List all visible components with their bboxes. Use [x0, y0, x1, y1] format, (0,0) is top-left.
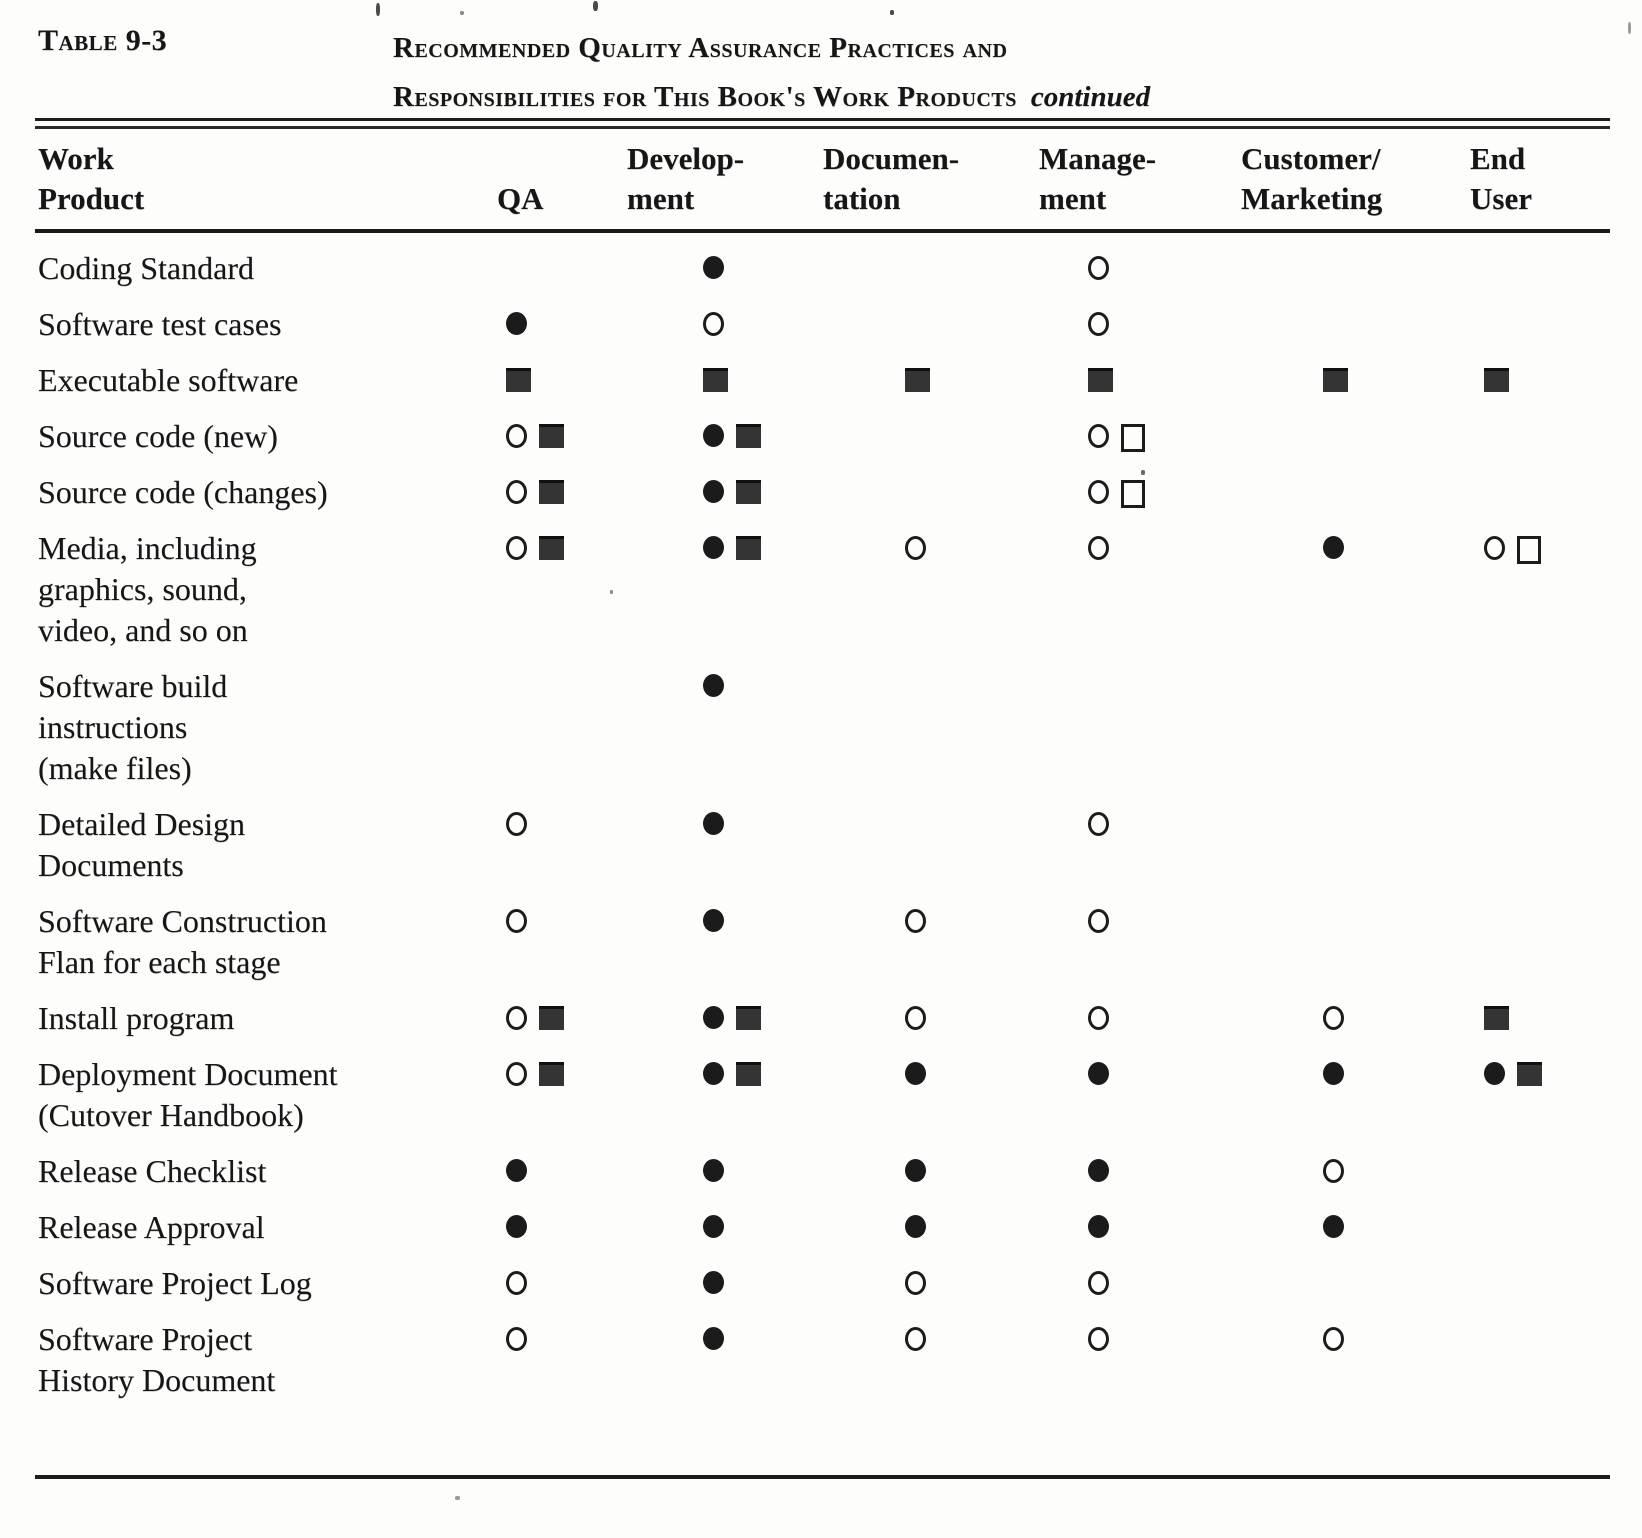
open-circle-symbol — [506, 1062, 527, 1086]
responsibility-cell-management — [1039, 457, 1241, 513]
scan-speck — [1628, 22, 1631, 34]
filled-square-symbol — [1484, 1006, 1509, 1030]
responsibility-cell-development — [627, 789, 823, 886]
responsibility-cell-end-user — [1470, 289, 1610, 345]
filled-circle-symbol — [703, 1006, 724, 1029]
filled-square-symbol — [539, 1006, 564, 1030]
responsibility-cell-qa — [497, 1039, 627, 1136]
scan-speck — [610, 590, 613, 594]
open-circle-symbol — [506, 536, 527, 560]
work-product-name: Software Construction Flan for each stage — [38, 903, 327, 980]
table-body — [35, 231, 1610, 1401]
responsibility-cell-customer-marketing — [1241, 983, 1470, 1039]
open-circle-symbol — [905, 1006, 926, 1030]
continued-note: continued — [1030, 81, 1151, 113]
scan-speck — [593, 1, 598, 11]
table-wrap — [35, 129, 1610, 1479]
responsibility-cell-qa — [497, 457, 627, 513]
responsibility-cell-customer-marketing — [1241, 401, 1470, 457]
responsibility-cell-documentation — [823, 401, 1039, 457]
responsibility-cell-development — [627, 401, 823, 457]
responsibility-cell-documentation — [823, 789, 1039, 886]
responsibility-cell-customer-marketing — [1241, 789, 1470, 886]
filled-circle-symbol — [1484, 1062, 1505, 1085]
responsibility-cell-management — [1039, 1304, 1241, 1401]
header-row — [35, 129, 1610, 231]
table-row — [35, 1039, 1610, 1136]
filled-square-symbol — [703, 368, 728, 392]
filled-circle-symbol — [506, 1215, 527, 1238]
table-zone — [35, 118, 1610, 1479]
table-row — [35, 513, 1610, 651]
filled-circle-symbol — [703, 1327, 724, 1350]
responsibility-cell-end-user — [1470, 651, 1610, 789]
table-row — [35, 401, 1610, 457]
responsibility-cell-customer-marketing — [1241, 231, 1470, 289]
filled-circle-symbol — [1088, 1159, 1109, 1182]
open-circle-symbol — [905, 536, 926, 560]
table-row — [35, 1136, 1610, 1192]
filled-circle-symbol — [1088, 1062, 1109, 1085]
responsibility-cell-development — [627, 289, 823, 345]
open-circle-symbol — [905, 1327, 926, 1351]
responsibility-cell-end-user — [1470, 345, 1610, 401]
responsibility-cell-end-user — [1470, 789, 1610, 886]
responsibility-cell-qa — [497, 401, 627, 457]
filled-circle-symbol — [506, 1159, 527, 1182]
responsibility-cell-customer-marketing — [1241, 1304, 1470, 1401]
filled-square-symbol — [1323, 368, 1348, 392]
responsibility-cell-end-user — [1470, 231, 1610, 289]
table-heading-line1: Recommended Quality Assurance Practices and — [393, 32, 1008, 64]
table-row — [35, 1304, 1610, 1401]
open-circle-symbol — [1088, 256, 1109, 280]
responsibility-cell-documentation — [823, 651, 1039, 789]
responsibility-cell-documentation — [823, 345, 1039, 401]
responsibility-cell-management — [1039, 983, 1241, 1039]
filled-square-symbol — [736, 1006, 761, 1030]
filled-circle-symbol — [905, 1159, 926, 1182]
responsibility-cell-management — [1039, 651, 1241, 789]
work-product-name: Media, including graphics, sound, video, and so on — [38, 530, 257, 648]
scan-speck — [376, 3, 380, 16]
open-circle-symbol — [1088, 312, 1109, 336]
scan-speck — [460, 11, 464, 15]
responsibility-cell-documentation — [823, 1039, 1039, 1136]
column-header-work-product: Work Product — [35, 129, 497, 231]
responsibility-cell-development — [627, 1248, 823, 1304]
table-row — [35, 651, 1610, 789]
filled-circle-symbol — [703, 1215, 724, 1238]
work-product-name: Detailed Design Documents — [38, 806, 246, 883]
filled-circle-symbol — [1323, 1215, 1344, 1238]
open-circle-symbol — [506, 909, 527, 933]
open-circle-symbol — [905, 909, 926, 933]
work-product-name: Release Checklist — [38, 1153, 267, 1189]
column-header-customer-marketing: Customer/ Marketing — [1241, 129, 1470, 231]
responsibility-cell-development — [627, 513, 823, 651]
filled-square-symbol — [1484, 368, 1509, 392]
scan-speck — [455, 1496, 460, 1500]
responsibility-cell-management — [1039, 1248, 1241, 1304]
responsibility-cell-documentation — [823, 983, 1039, 1039]
table-row — [35, 231, 1610, 289]
responsibility-cell-development — [627, 886, 823, 983]
responsibility-cell-customer-marketing — [1241, 651, 1470, 789]
column-header-management: Manage- ment — [1039, 129, 1241, 231]
responsibility-cell-customer-marketing — [1241, 1192, 1470, 1248]
filled-circle-symbol — [506, 312, 527, 335]
open-circle-symbol — [1088, 909, 1109, 933]
responsibility-cell-development — [627, 1039, 823, 1136]
table-label-text: Table 9-3 — [38, 24, 168, 57]
responsibility-cell-end-user — [1470, 1304, 1610, 1401]
responsibility-cell-management — [1039, 1192, 1241, 1248]
column-header-documentation: Documen- tation — [823, 129, 1039, 231]
open-circle-symbol — [905, 1271, 926, 1295]
responsibility-cell-customer-marketing — [1241, 1039, 1470, 1136]
responsibility-cell-management — [1039, 1136, 1241, 1192]
responsibility-cell-qa — [497, 231, 627, 289]
qa-responsibilities-table — [35, 129, 1610, 1401]
responsibility-cell-documentation — [823, 289, 1039, 345]
table-row — [35, 789, 1610, 886]
responsibility-cell-documentation — [823, 231, 1039, 289]
table-label — [38, 24, 167, 58]
column-header-qa: QA — [497, 129, 627, 231]
filled-circle-symbol — [703, 536, 724, 559]
responsibility-cell-qa — [497, 789, 627, 886]
table-heading-line2: Responsibilities for This Book's Work Products continued — [393, 81, 1151, 113]
responsibility-cell-documentation — [823, 513, 1039, 651]
work-product-name: Source code (changes) — [38, 474, 328, 510]
responsibility-cell-end-user — [1470, 886, 1610, 983]
table-row — [35, 1248, 1610, 1304]
responsibility-cell-documentation — [823, 1192, 1039, 1248]
open-circle-symbol — [1484, 536, 1505, 560]
responsibility-cell-customer-marketing — [1241, 1136, 1470, 1192]
filled-square-symbol — [539, 480, 564, 504]
open-circle-symbol — [1088, 812, 1109, 836]
responsibility-cell-qa — [497, 345, 627, 401]
work-product-name: Source code (new) — [38, 418, 278, 454]
responsibility-cell-end-user — [1470, 1192, 1610, 1248]
open-circle-symbol — [506, 424, 527, 448]
responsibility-cell-development — [627, 345, 823, 401]
open-circle-symbol — [1323, 1006, 1344, 1030]
column-header-end-user: End User — [1470, 129, 1610, 231]
responsibility-cell-qa — [497, 1192, 627, 1248]
responsibility-cell-qa — [497, 1304, 627, 1401]
responsibility-cell-qa — [497, 289, 627, 345]
work-product-name: Software Project Log — [38, 1265, 312, 1301]
filled-square-symbol — [1088, 368, 1113, 392]
responsibility-cell-end-user — [1470, 457, 1610, 513]
responsibility-cell-management — [1039, 345, 1241, 401]
open-circle-symbol — [1323, 1327, 1344, 1351]
responsibility-cell-management — [1039, 886, 1241, 983]
open-circle-symbol — [1088, 480, 1109, 504]
filled-square-symbol — [736, 424, 761, 448]
responsibility-cell-customer-marketing — [1241, 289, 1470, 345]
open-circle-symbol — [1088, 1271, 1109, 1295]
open-circle-symbol — [506, 1327, 527, 1351]
filled-square-symbol — [539, 536, 564, 560]
work-product-name: Executable software — [38, 362, 299, 398]
filled-circle-symbol — [703, 424, 724, 447]
responsibility-cell-documentation — [823, 1136, 1039, 1192]
filled-square-symbol — [736, 1062, 761, 1086]
filled-circle-symbol — [703, 812, 724, 835]
scan-speck — [1141, 470, 1145, 475]
responsibility-cell-management — [1039, 231, 1241, 289]
column-header-development: Develop- ment — [627, 129, 823, 231]
filled-circle-symbol — [703, 480, 724, 503]
responsibility-cell-qa — [497, 983, 627, 1039]
filled-square-symbol — [736, 536, 761, 560]
responsibility-cell-management — [1039, 401, 1241, 457]
responsibility-cell-documentation — [823, 457, 1039, 513]
open-circle-symbol — [1088, 1327, 1109, 1351]
open-circle-symbol — [506, 480, 527, 504]
responsibility-cell-end-user — [1470, 1039, 1610, 1136]
filled-circle-symbol — [1088, 1215, 1109, 1238]
filled-circle-symbol — [703, 256, 724, 279]
responsibility-cell-qa — [497, 886, 627, 983]
open-square-symbol — [1517, 536, 1541, 564]
open-square-symbol — [1121, 424, 1145, 452]
open-circle-symbol — [1088, 536, 1109, 560]
filled-circle-symbol — [1323, 1062, 1344, 1085]
filled-square-symbol — [905, 368, 930, 392]
open-circle-symbol — [703, 312, 724, 336]
table-row — [35, 886, 1610, 983]
work-product-name: Software build instructions (make files) — [38, 668, 228, 786]
responsibility-cell-end-user — [1470, 1136, 1610, 1192]
responsibility-cell-documentation — [823, 1248, 1039, 1304]
responsibility-cell-development — [627, 457, 823, 513]
open-circle-symbol — [506, 1271, 527, 1295]
responsibility-cell-end-user — [1470, 401, 1610, 457]
responsibility-cell-development — [627, 231, 823, 289]
table-row — [35, 289, 1610, 345]
table-heading — [393, 24, 1150, 122]
filled-circle-symbol — [703, 1271, 724, 1294]
table-row — [35, 1192, 1610, 1248]
filled-square-symbol — [506, 368, 531, 392]
responsibility-cell-development — [627, 1192, 823, 1248]
responsibility-cell-end-user — [1470, 513, 1610, 651]
work-product-name: Coding Standard — [38, 250, 254, 286]
work-product-name: Deployment Document (Cutover Handbook) — [38, 1056, 338, 1133]
responsibility-cell-customer-marketing — [1241, 345, 1470, 401]
table-row — [35, 345, 1610, 401]
responsibility-cell-qa — [497, 513, 627, 651]
responsibility-cell-qa — [497, 651, 627, 789]
table-row — [35, 457, 1610, 513]
responsibility-cell-management — [1039, 513, 1241, 651]
scan-speck — [890, 10, 894, 15]
responsibility-cell-management — [1039, 789, 1241, 886]
responsibility-cell-customer-marketing — [1241, 886, 1470, 983]
responsibility-cell-end-user — [1470, 983, 1610, 1039]
filled-square-symbol — [539, 1062, 564, 1086]
open-circle-symbol — [506, 812, 527, 836]
responsibility-cell-development — [627, 651, 823, 789]
filled-circle-symbol — [905, 1062, 926, 1085]
responsibility-cell-development — [627, 983, 823, 1039]
filled-circle-symbol — [703, 909, 724, 932]
open-circle-symbol — [1323, 1159, 1344, 1183]
responsibility-cell-customer-marketing — [1241, 1248, 1470, 1304]
filled-square-symbol — [539, 424, 564, 448]
filled-circle-symbol — [703, 1159, 724, 1182]
table-head — [35, 129, 1610, 231]
responsibility-cell-end-user — [1470, 1248, 1610, 1304]
top-rule-upper — [35, 118, 1610, 121]
responsibility-cell-development — [627, 1304, 823, 1401]
responsibility-cell-qa — [497, 1136, 627, 1192]
responsibility-cell-customer-marketing — [1241, 513, 1470, 651]
open-circle-symbol — [1088, 424, 1109, 448]
filled-circle-symbol — [905, 1215, 926, 1238]
open-square-symbol — [1121, 480, 1145, 508]
filled-circle-symbol — [1323, 536, 1344, 559]
work-product-name: Software Project History Document — [38, 1321, 276, 1398]
work-product-name: Install program — [38, 1000, 235, 1036]
responsibility-cell-customer-marketing — [1241, 457, 1470, 513]
responsibility-cell-management — [1039, 289, 1241, 345]
work-product-name: Software test cases — [38, 306, 282, 342]
filled-square-symbol — [1517, 1062, 1542, 1086]
open-circle-symbol — [506, 1006, 527, 1030]
responsibility-cell-documentation — [823, 886, 1039, 983]
filled-square-symbol — [736, 480, 761, 504]
responsibility-cell-management — [1039, 1039, 1241, 1136]
responsibility-cell-development — [627, 1136, 823, 1192]
work-product-name: Release Approval — [38, 1209, 265, 1245]
table-row — [35, 983, 1610, 1039]
open-circle-symbol — [1088, 1006, 1109, 1030]
responsibility-cell-qa — [497, 1248, 627, 1304]
filled-circle-symbol — [703, 674, 724, 697]
responsibility-cell-documentation — [823, 1304, 1039, 1401]
filled-circle-symbol — [703, 1062, 724, 1085]
